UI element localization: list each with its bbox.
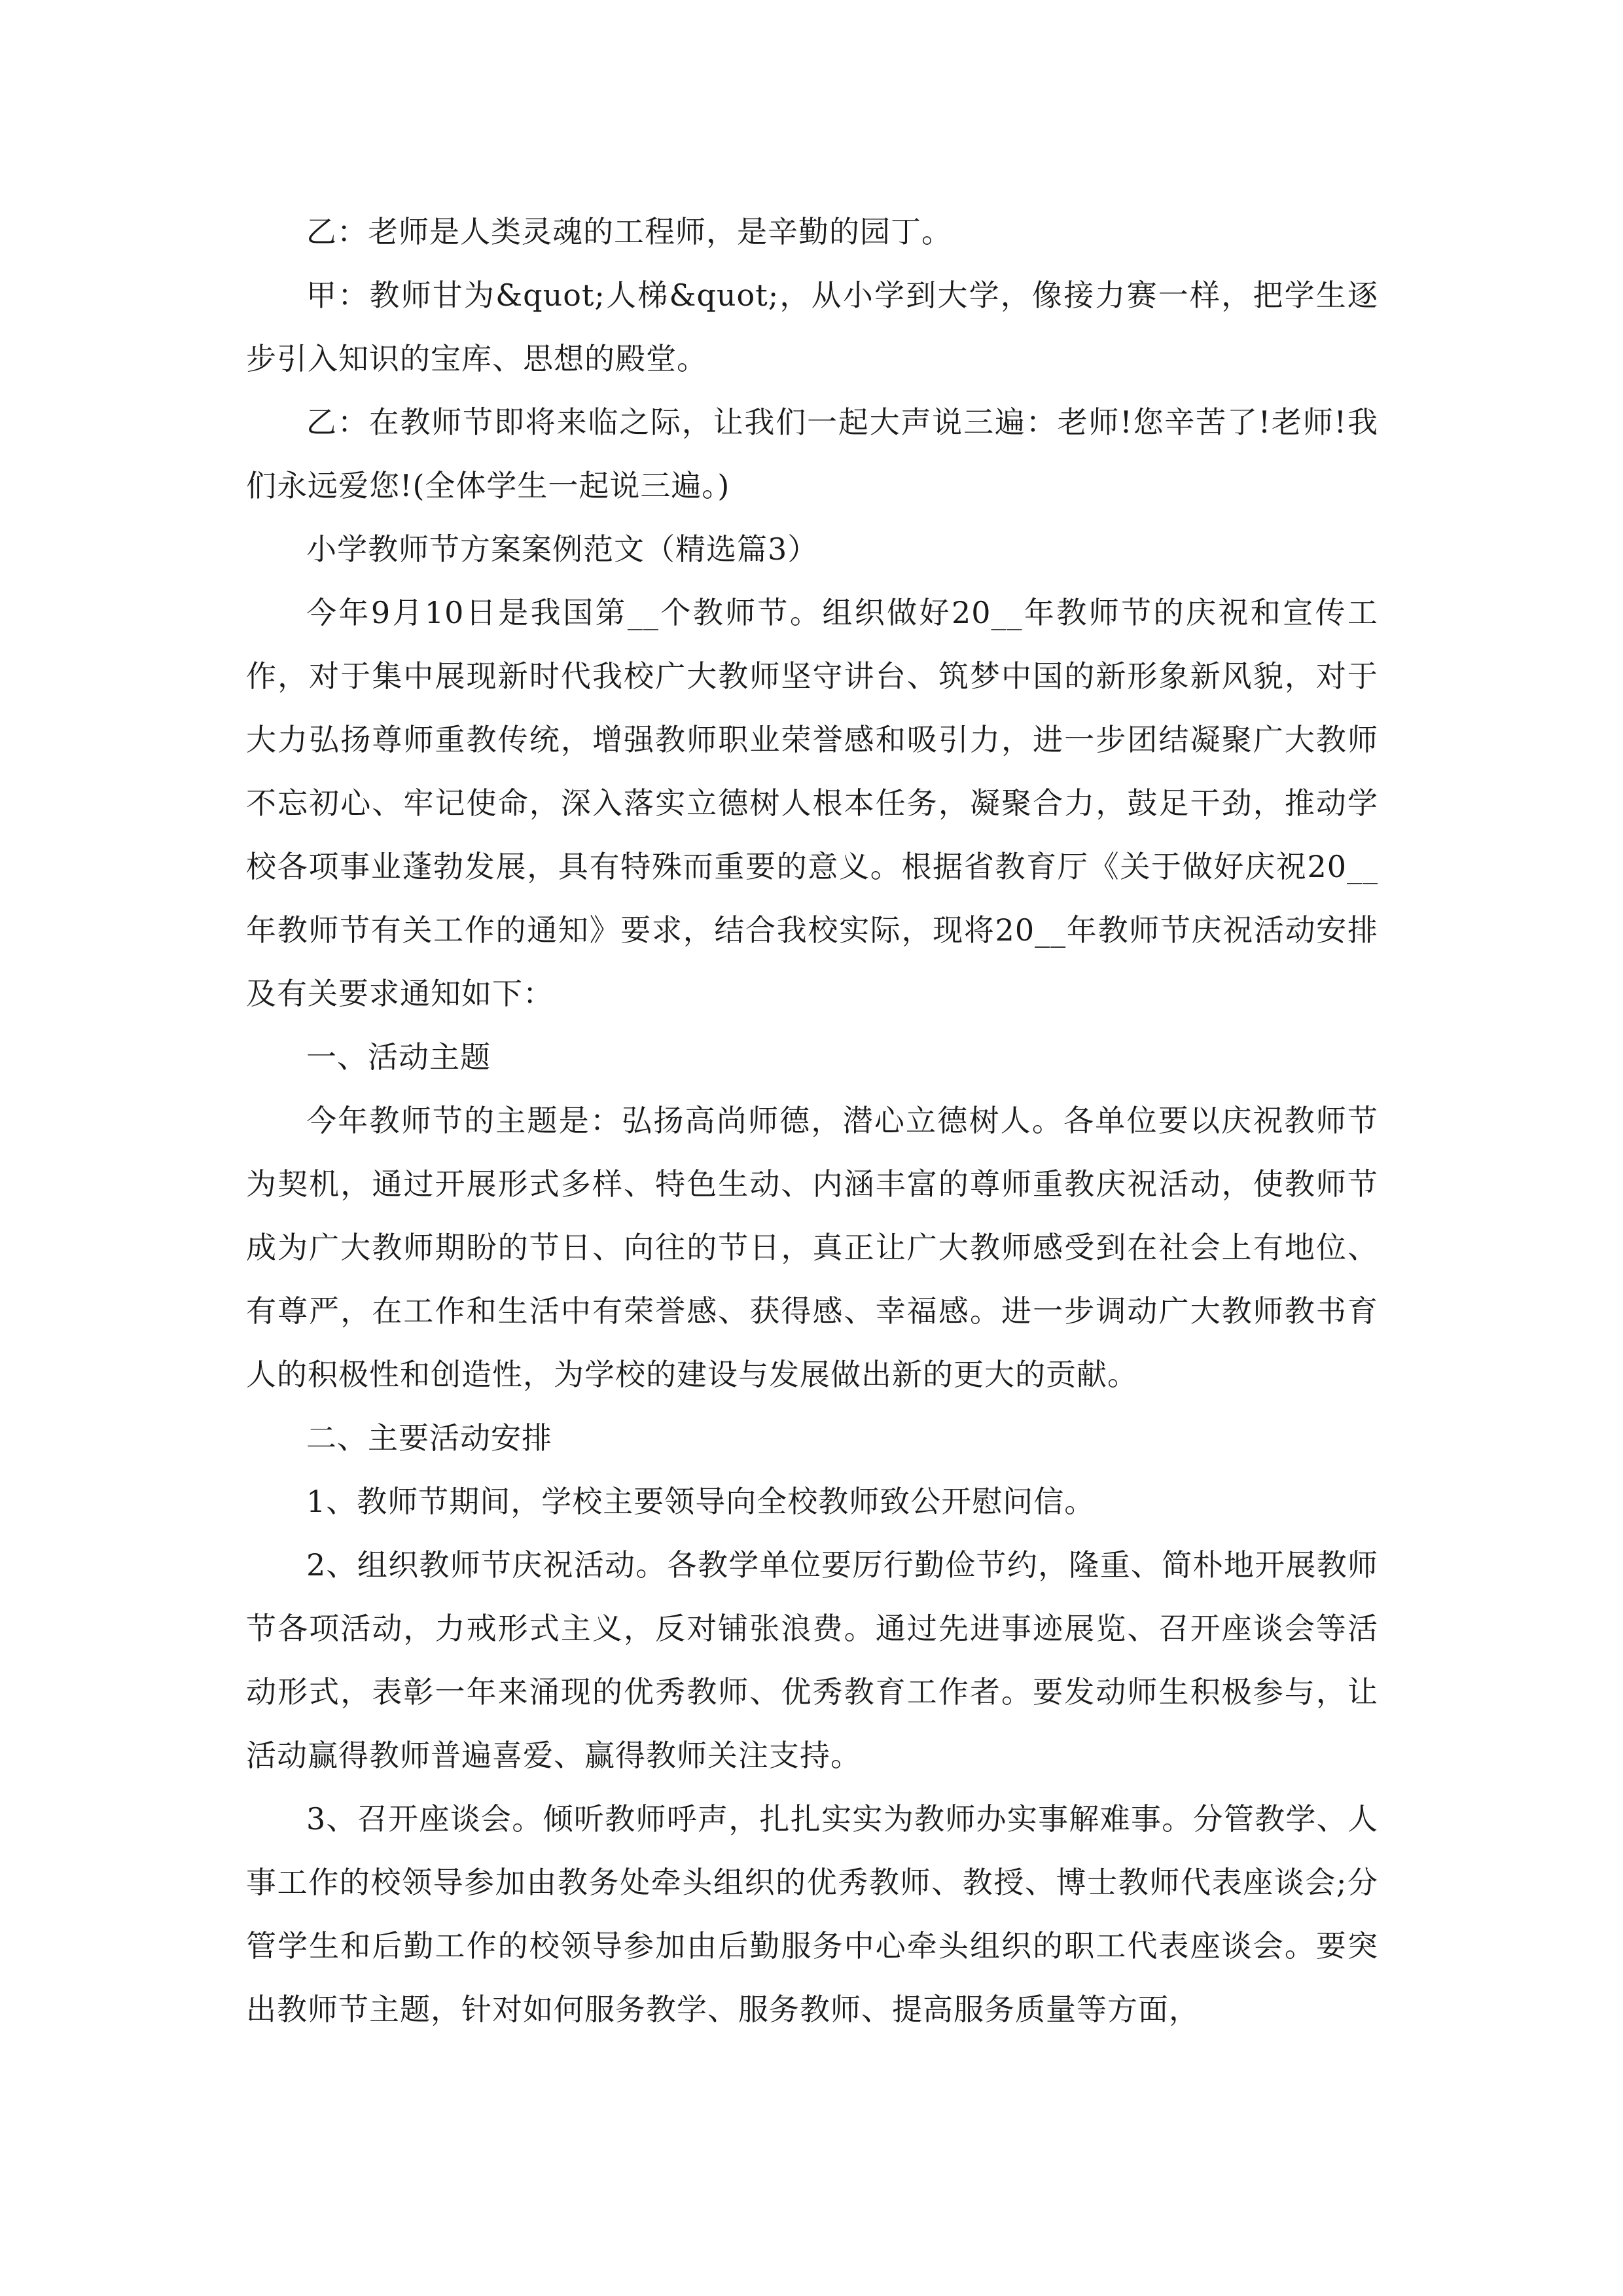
paragraph-yi-1: 乙：老师是人类灵魂的工程师，是辛勤的园丁。 bbox=[306, 214, 952, 249]
paragraph-item-2: 2、组织教师节庆祝活动。各教学单位要厉行勤俭节约，隆重、简朴地开展教师节各项活动，力戒形式主义，反对铺张浪费。通过先进事迹展览、召开座谈会等活动形式，表彰一年来涌现的优秀教师、优秀教育工作者。要发动师生积极参与，让活动赢得教师普遍喜爱、赢得教师关注支持。 bbox=[246, 1547, 1378, 1773]
paragraph-item-1: 1、教师节期间，学校主要领导向全校教师致公开慰问信。 bbox=[306, 1484, 1096, 1519]
section-title: 小学教师节方案案例范文（精选篇3） bbox=[306, 531, 819, 567]
heading-main-activities: 二、主要活动安排 bbox=[306, 1420, 552, 1456]
paragraph-yi-2: 乙：在教师节即将来临之际，让我们一起大声说三遍：老师!您辛苦了!老师!我们永远爱您!(全体学生一起说三遍。) bbox=[246, 404, 1378, 503]
document-body bbox=[246, 200, 1378, 2041]
paragraph-intro: 今年9月10日是我国第__个教师节。组织做好20__年教师节的庆祝和宣传工作，对于集中展现新时代我校广大教师坚守讲台、筑梦中国的新形象新风貌，对于大力弘扬尊师重教传统，增强教师职业荣誉感和吸引力，进一步团结凝聚广大教师不忘初心、牢记使命，深入落实立德树人根本任务，凝聚合力，鼓足干劲，推动学校各项事业蓬勃发展，具有特殊而重要的意义。根据省教育厅《关于做好庆祝20__年教师节有关工作的通知》要求，结合我校实际，现将20__年教师节庆祝活动安排及有关要求通知如下： bbox=[246, 595, 1378, 1011]
paragraph-theme: 今年教师节的主题是：弘扬高尚师德，潜心立德树人。各单位要以庆祝教师节为契机，通过开展形式多样、特色生动、内涵丰富的尊师重教庆祝活动，使教师节成为广大教师期盼的节日、向往的节日，真正让广大教师感受到在社会上有地位、有尊严，在工作和生活中有荣誉感、获得感、幸福感。进一步调动广大教师教书育人的积极性和创造性，为学校的建设与发展做出新的更大的贡献。 bbox=[246, 1103, 1378, 1392]
paragraph-jia: 甲：教师甘为&quot;人梯&quot;，从小学到大学，像接力赛一样，把学生逐步引入知识的宝库、思想的殿堂。 bbox=[246, 278, 1378, 376]
heading-activity-theme: 一、活动主题 bbox=[306, 1039, 491, 1075]
paragraph-item-3: 3、召开座谈会。倾听教师呼声，扎扎实实为教师办实事解难事。分管教学、人事工作的校领导参加由教务处牵头组织的优秀教师、教授、博士教师代表座谈会;分管学生和后勤工作的校领导参加由后勤服务中心牵头组织的职工代表座谈会。要突出教师节主题，针对如何服务教学、服务教师、提高服务质量等方面， bbox=[246, 1801, 1378, 2027]
